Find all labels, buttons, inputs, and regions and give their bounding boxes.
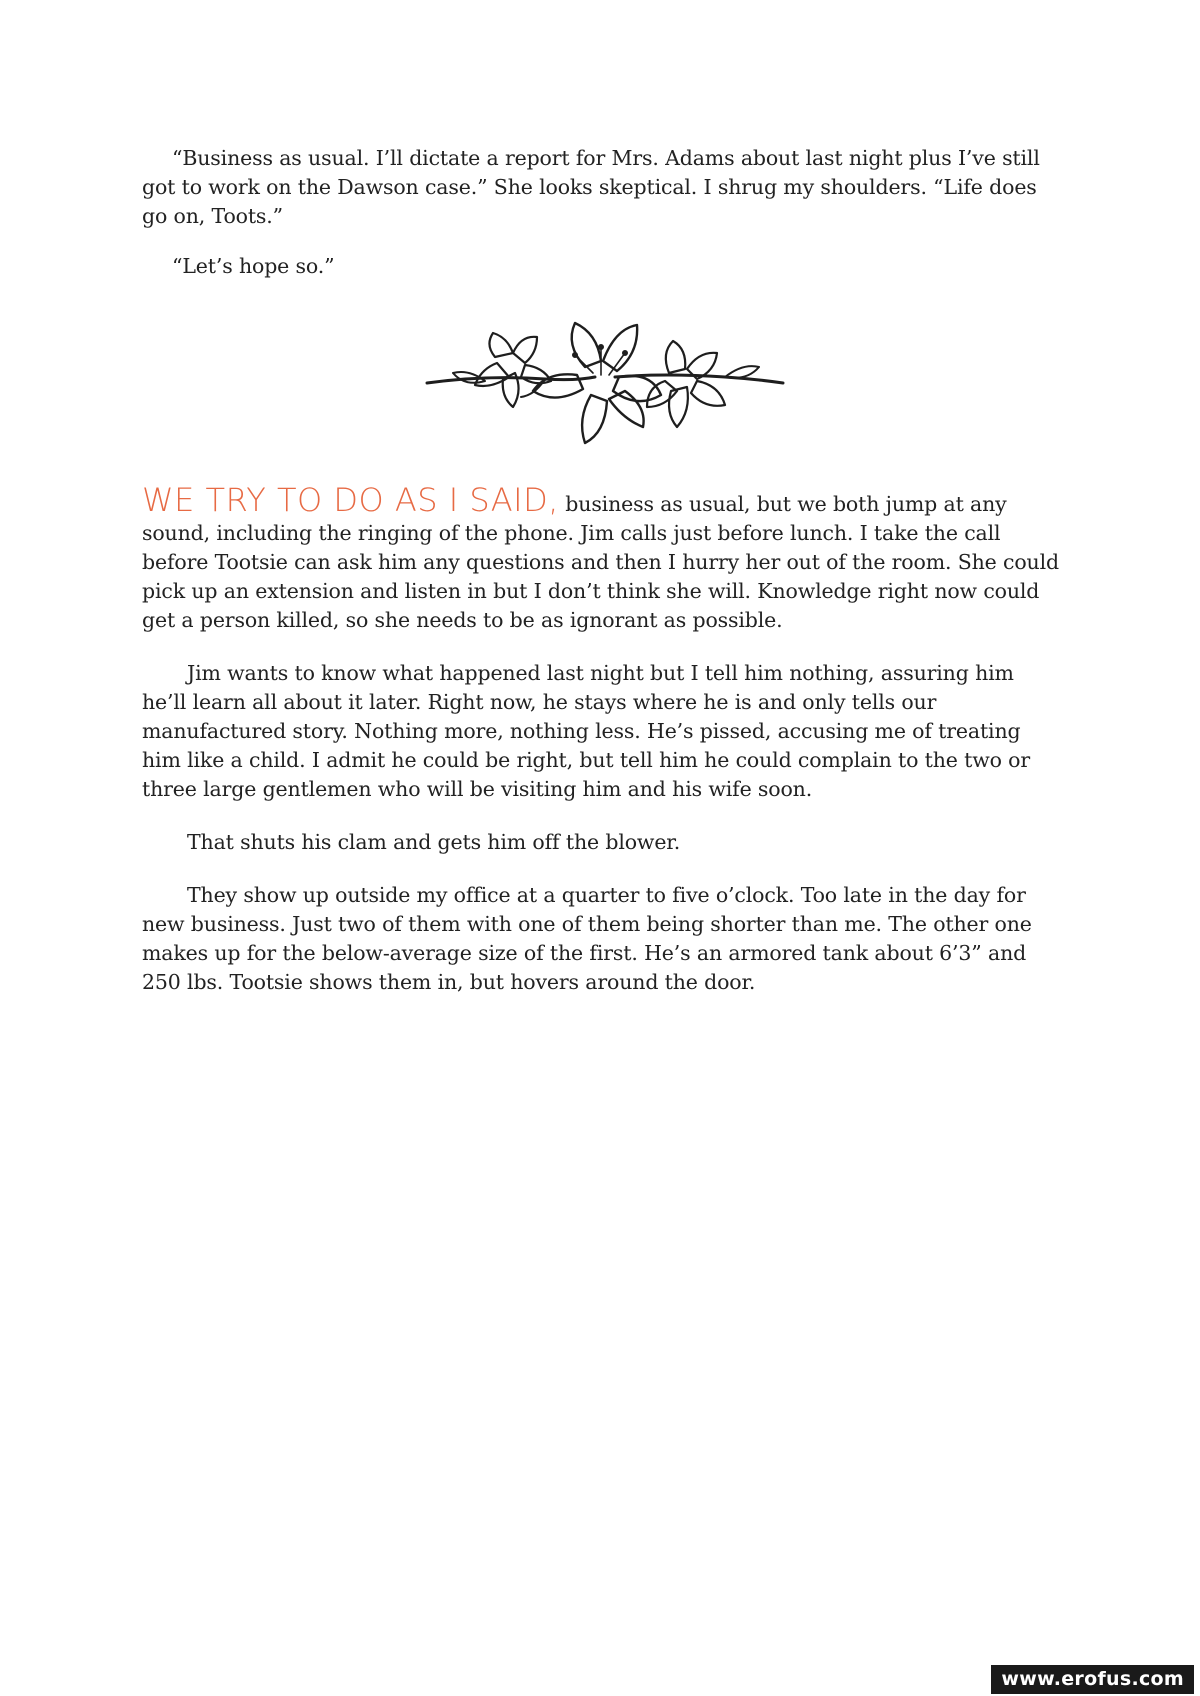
watermark-badge: www.erofus.com	[991, 1665, 1194, 1694]
section-body	[142, 481, 1062, 997]
paragraph-gap	[142, 857, 1062, 881]
lily-flower-divider-icon	[425, 315, 785, 455]
paragraph-dialogue-2	[142, 252, 1062, 281]
paragraph-visitors: They show up outside my office at a quarter to five o’clock. Too late in the day for new business. Just two of them with one of them being shorter than me. The other one makes up for the below-average size of the first. He’s an armored tank about 6’3” and 250 lbs. Tootsie shows them in, but hovers around the door.	[142, 883, 1032, 994]
paragraph-dialogue-1	[142, 144, 1062, 231]
section-first-paragraph-text: business as usual, but we both jump at any sound, including the ringing of the phone. Jim calls just before lunch. I take the call before Tootsie can ask him any questions and then I hurry her out of the room. She could pick up an extension and listen in but I don’t think she will. Knowledge right now could get a person killed, so she needs to be as ignorant as possible.	[142, 492, 1059, 632]
paragraph-text: “Let’s hope so.”	[172, 254, 335, 278]
paragraph-clam: That shuts his clam and gets him off the blower.	[187, 830, 681, 854]
paragraph-gap	[142, 635, 1062, 659]
paragraph-text: “Business as usual. I’ll dictate a report for Mrs. Adams about last night plus I’ve still got to work on the Dawson case.” She looks skeptical. I shrug my shoulders. “Life does go on, Toots.”	[142, 146, 1040, 228]
paragraph-jim-call: Jim wants to know what happened last night but I tell him nothing, assuring him he’ll learn all about it later. Right now, he stays where he is and only tells our manufactured story. Nothing more, nothing less. He’s pissed, accusing me of treating him like a child. I admit he could be right, but tell him he could complain to the two or three large gentlemen who will be visiting him and his wife soon.	[142, 661, 1031, 801]
section-first-paragraph	[142, 481, 1062, 635]
paragraph-gap	[142, 804, 1062, 828]
section-lead-in: WE TRY TO DO AS I SAID,	[142, 481, 559, 519]
